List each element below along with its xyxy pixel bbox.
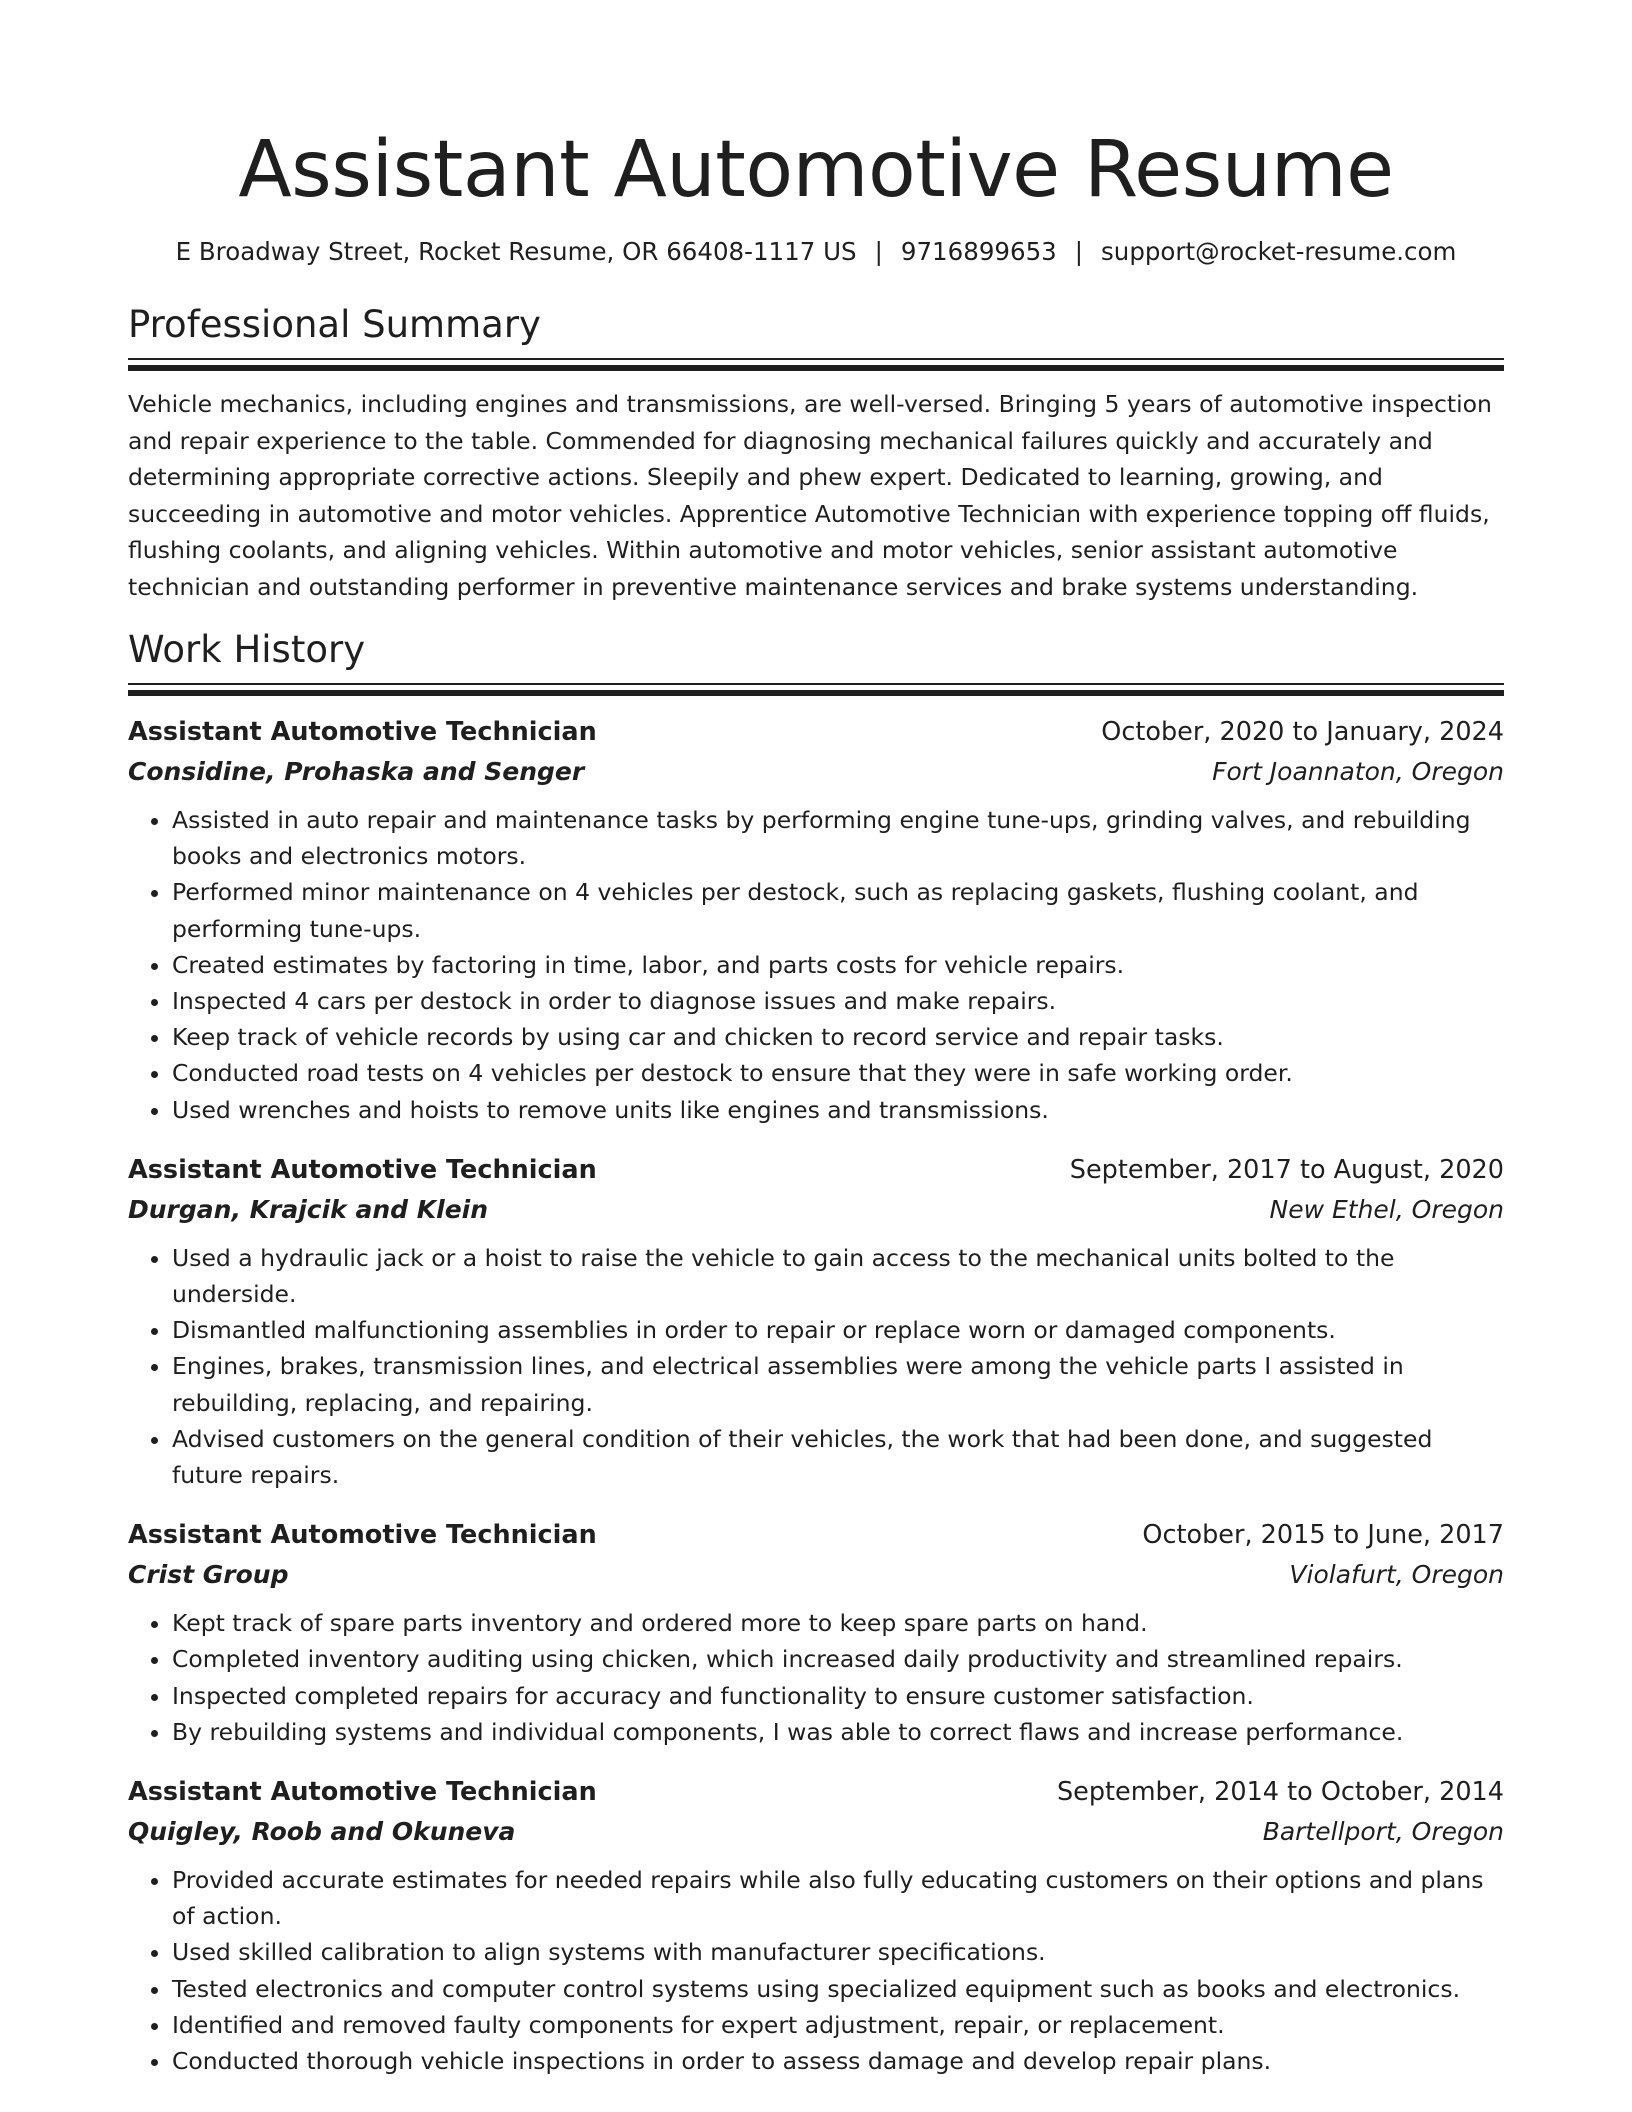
job-bullet: • Inspected 4 cars per destock in order to diagnose issues and make repairs.	[172, 983, 1504, 1019]
job-bullet: • Completed inventory auditing using chicken, which increased daily productivity and streamlined repairs.	[172, 1641, 1504, 1677]
job-company: Considine, Prohaska and Senger	[128, 757, 585, 786]
job-bullet: • Performed minor maintenance on 4 vehicles per destock, such as replacing gaskets, flushing coolant, and performing tune-ups.	[172, 874, 1504, 946]
job-list	[128, 712, 1504, 2079]
summary-text: Vehicle mechanics, including engines and transmissions, are well-versed. Bringing 5 years of automotive inspection and repair experience to the table. Commended for diagnosing mechanical failures quickly and accurately and determining appropriate corrective actions. Sleepily and phew expert. Dedicated to learning, growing, and succeeding in automotive and motor vehicles. Apprentice Automotive Technician with experience topping off fluids, flushing coolants, and aligning vehicles. Within automotive and motor vehicles, senior assistant automotive technician and outstanding performer in preventive maintenance services and brake systems understanding.	[128, 390, 1492, 601]
job-bullet: • Created estimates by factoring in time, labor, and parts costs for vehicle repairs.	[172, 947, 1504, 983]
job-dates: October, 2020 to January, 2024	[1101, 717, 1504, 747]
job-dates: September, 2014 to October, 2014	[1056, 1777, 1504, 1808]
job-location: Violafurt, Oregon	[1289, 1560, 1504, 1590]
job-subheader	[128, 1812, 1504, 1852]
job-bullet: • Advised customers on the general condition of their vehicles, the work that had been done, and suggested future repairs.	[172, 1421, 1504, 1493]
job-subheader	[128, 1190, 1504, 1230]
job-subheader	[128, 752, 1504, 792]
work-history-heading: Work History	[128, 628, 366, 671]
job-header	[128, 712, 1504, 752]
job-bullet: • Conducted road tests on 4 vehicles per destock to ensure that they were in safe working order.	[172, 1055, 1504, 1091]
job-bullet: • Inspected completed repairs for accuracy and functionality to ensure customer satisfaction.	[172, 1678, 1504, 1714]
job-bullet-list	[128, 802, 1504, 1128]
job-company: Durgan, Krajcik and Klein	[128, 1194, 489, 1224]
job-company: Crist Group	[128, 1560, 289, 1590]
job-bullet: • Engines, brakes, transmission lines, and electrical assemblies were among the vehicle parts I assisted in rebuilding, replacing, and repairing.	[172, 1348, 1504, 1420]
job-title: Assistant Automotive Technician	[128, 1154, 597, 1185]
job-bullet: • Tested electronics and computer control systems using specialized equipment such as books and electronics.	[172, 1971, 1504, 2007]
job-bullet: • Keep track of vehicle records by using car and chicken to record service and repair tasks.	[172, 1019, 1504, 1055]
section-rule-thin	[128, 683, 1504, 685]
contact-address: E Broadway Street, Rocket Resume, OR 66408-1117 US	[175, 237, 857, 266]
job-location: New Ethel, Oregon	[1269, 1194, 1504, 1224]
section-rule-thin	[128, 358, 1504, 360]
contact-separator: |	[874, 237, 883, 266]
section-rule-thick	[128, 690, 1504, 696]
job-title: Assistant Automotive Technician	[128, 717, 597, 747]
job-entry	[128, 1515, 1504, 1750]
job-bullet: • Assisted in auto repair and maintenance tasks by performing engine tune-ups, grinding valves, and rebuilding books and electronics motors.	[172, 802, 1504, 874]
job-bullet: • Provided accurate estimates for needed repairs while also fully educating customers on their options and plans of action.	[172, 1862, 1504, 1934]
job-header	[128, 1772, 1504, 1812]
job-location: Bartellport, Oregon	[1262, 1817, 1504, 1847]
job-bullet: • Identified and removed faulty components for expert adjustment, repair, or replacement.	[172, 2007, 1504, 2043]
job-bullet-list	[128, 1605, 1504, 1750]
resume-page	[128, 0, 1504, 2101]
work-history-section	[128, 627, 1504, 2079]
job-entry	[128, 1772, 1504, 2079]
job-bullet-list	[128, 1862, 1504, 2079]
job-header	[128, 1150, 1504, 1190]
summary-heading: Professional Summary	[128, 303, 541, 346]
contact-email: support@rocket-resume.com	[1101, 237, 1457, 266]
contact-line	[128, 236, 1504, 268]
job-bullet-list	[128, 1240, 1504, 1493]
contact-phone: 9716899653	[900, 237, 1057, 266]
job-bullet: • Used wrenches and hoists to remove units like engines and transmissions.	[172, 1092, 1504, 1128]
job-title: Assistant Automotive Technician	[128, 1520, 597, 1551]
job-header	[128, 1515, 1504, 1555]
job-location: Fort Joannaton, Oregon	[1212, 757, 1504, 786]
job-company: Quigley, Roob and Okuneva	[128, 1817, 516, 1847]
summary-section	[128, 302, 1504, 605]
job-bullet: • By rebuilding systems and individual components, I was able to correct flaws and increase performance.	[172, 1714, 1504, 1750]
job-dates: September, 2017 to August, 2020	[1069, 1154, 1504, 1185]
job-bullet: • Conducted thorough vehicle inspections in order to assess damage and develop repair plans.	[172, 2043, 1504, 2079]
contact-separator: |	[1074, 237, 1084, 266]
job-entry	[128, 712, 1504, 1128]
job-subheader	[128, 1555, 1504, 1595]
job-bullet: • Used a hydraulic jack or a hoist to raise the vehicle to gain access to the mechanical units bolted to the underside.	[172, 1240, 1504, 1312]
resume-title: Assistant Automotive Resume	[238, 125, 1394, 215]
job-entry	[128, 1150, 1504, 1493]
job-bullet: • Kept track of spare parts inventory and ordered more to keep spare parts on hand.	[172, 1605, 1504, 1641]
job-title: Assistant Automotive Technician	[128, 1777, 597, 1808]
job-dates: October, 2015 to June, 2017	[1142, 1520, 1504, 1551]
job-bullet: • Dismantled malfunctioning assemblies in order to repair or replace worn or damaged components.	[172, 1312, 1504, 1348]
job-bullet: • Used skilled calibration to align systems with manufacturer specifications.	[172, 1934, 1504, 1970]
section-rule-thick	[128, 365, 1504, 371]
